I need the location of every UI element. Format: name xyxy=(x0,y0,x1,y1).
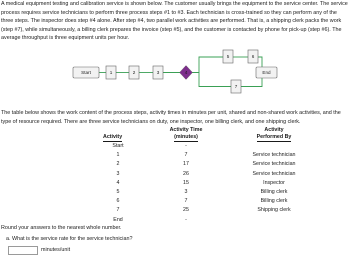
step-3-label: 3 xyxy=(156,70,160,76)
header-activity xyxy=(100,134,136,142)
header-minutes-text: (minutes) xyxy=(174,134,198,140)
table-row xyxy=(100,142,312,151)
cell-performer xyxy=(236,142,312,151)
cell-time: 7 xyxy=(184,198,188,205)
cell-time: 25 xyxy=(183,207,189,214)
step-6-label: 6 xyxy=(251,54,255,60)
answer-unit-label: minutes/unit xyxy=(41,247,71,253)
cell-activity: 5 xyxy=(116,189,120,196)
connector-4-5-6 xyxy=(192,57,223,73)
connector-4-7 xyxy=(199,73,231,87)
cell-activity: 4 xyxy=(116,179,120,186)
cell-time: 7 xyxy=(184,152,188,159)
activity-table xyxy=(100,127,312,225)
problem-intro-text: A medical equipment testing and calibration service is shown below. The customer usually brings the equipment to the service center. The service process requires service technicians to perform three process steps #1 to #3. Each technician is cross-trained so they can perform any of the three steps. The inspector does step #4 alone. After step #4, two parallel work activities are performed. That is, a shipping clerk packs the work (step #7), while simultaneously, a billing clerk prepares the invoice (step #5), and the customer is contacted by phone for pick-up (step #6). The average throughput is three equipment units per hour. xyxy=(1,1,348,42)
question-a: a. What is the service rate for the service technician? xyxy=(6,236,133,242)
cell-time: 26 xyxy=(183,170,189,177)
header-minutes xyxy=(136,134,236,142)
table-row xyxy=(100,188,312,197)
cell-performer: Shipping clerk xyxy=(257,207,291,214)
cell-activity: 7 xyxy=(116,207,120,214)
table-row xyxy=(100,151,312,160)
step-box-6 xyxy=(248,50,258,63)
cell-activity: 1 xyxy=(116,152,120,159)
table-row xyxy=(100,197,312,206)
table-row xyxy=(100,170,312,179)
step-box-4 xyxy=(180,66,193,80)
cell-activity: 3 xyxy=(116,170,120,177)
step-box-7 xyxy=(231,80,241,93)
step-2-label: 2 xyxy=(132,70,136,76)
step-5-label: 5 xyxy=(226,54,230,60)
cell-performer: Service technician xyxy=(252,161,296,168)
table-row xyxy=(100,206,312,215)
service-rate-answer-input[interactable] xyxy=(8,246,38,255)
step-box-5 xyxy=(223,50,233,63)
cell-performer: Service technician xyxy=(252,152,296,159)
step-4-label: 4 xyxy=(184,70,188,76)
table-header-row-2 xyxy=(100,134,312,142)
end-node xyxy=(256,67,277,78)
step-box-2 xyxy=(129,66,139,79)
process-flow-diagram xyxy=(0,0,350,110)
answer-row xyxy=(8,245,70,255)
start-label: Start xyxy=(81,70,91,75)
table-intro xyxy=(1,109,349,126)
cell-activity: Start xyxy=(112,143,124,149)
cell-activity: 6 xyxy=(116,198,120,205)
cell-performer: Service technician xyxy=(252,170,296,177)
start-node xyxy=(73,67,99,78)
cell-activity: End xyxy=(113,216,123,223)
step-7-label: 7 xyxy=(234,84,238,90)
cell-activity: 2 xyxy=(116,161,120,168)
cell-time: 17 xyxy=(183,161,189,168)
step-box-1 xyxy=(106,66,116,79)
header-performed-by xyxy=(236,134,312,142)
end-label: End xyxy=(262,70,271,75)
header-performed-by-text: Performed By xyxy=(256,134,292,140)
cell-time: - xyxy=(185,216,187,223)
cell-performer: Billing clerk xyxy=(260,189,288,196)
table-header-row-1 xyxy=(100,127,312,134)
header-activity-time: Activity Time xyxy=(169,127,203,133)
cell-time: 3 xyxy=(184,189,188,196)
header-activity-performed: Activity xyxy=(264,127,284,133)
cell-performer xyxy=(236,216,312,225)
header-activity-text: Activity xyxy=(103,134,123,140)
step-box-3 xyxy=(153,66,163,79)
table-intro-text: The table below shows the work content of the process steps, activity times in minutes per unit, shared and non-shared work activities, and the type of resource required. There are three service technicians on duty, one inspector, one billing clerk, and one shipping clerk. xyxy=(1,110,341,125)
cell-performer: Inspector xyxy=(263,179,285,186)
table-row xyxy=(100,216,312,225)
cell-time: - xyxy=(185,143,187,149)
rounding-instruction: Round your answers to the nearest whole number. xyxy=(1,225,122,231)
cell-performer: Billing clerk xyxy=(260,198,288,205)
table-row xyxy=(100,160,312,169)
step-1-label: 1 xyxy=(109,70,113,76)
cell-time: 15 xyxy=(183,179,189,186)
table-row xyxy=(100,179,312,188)
